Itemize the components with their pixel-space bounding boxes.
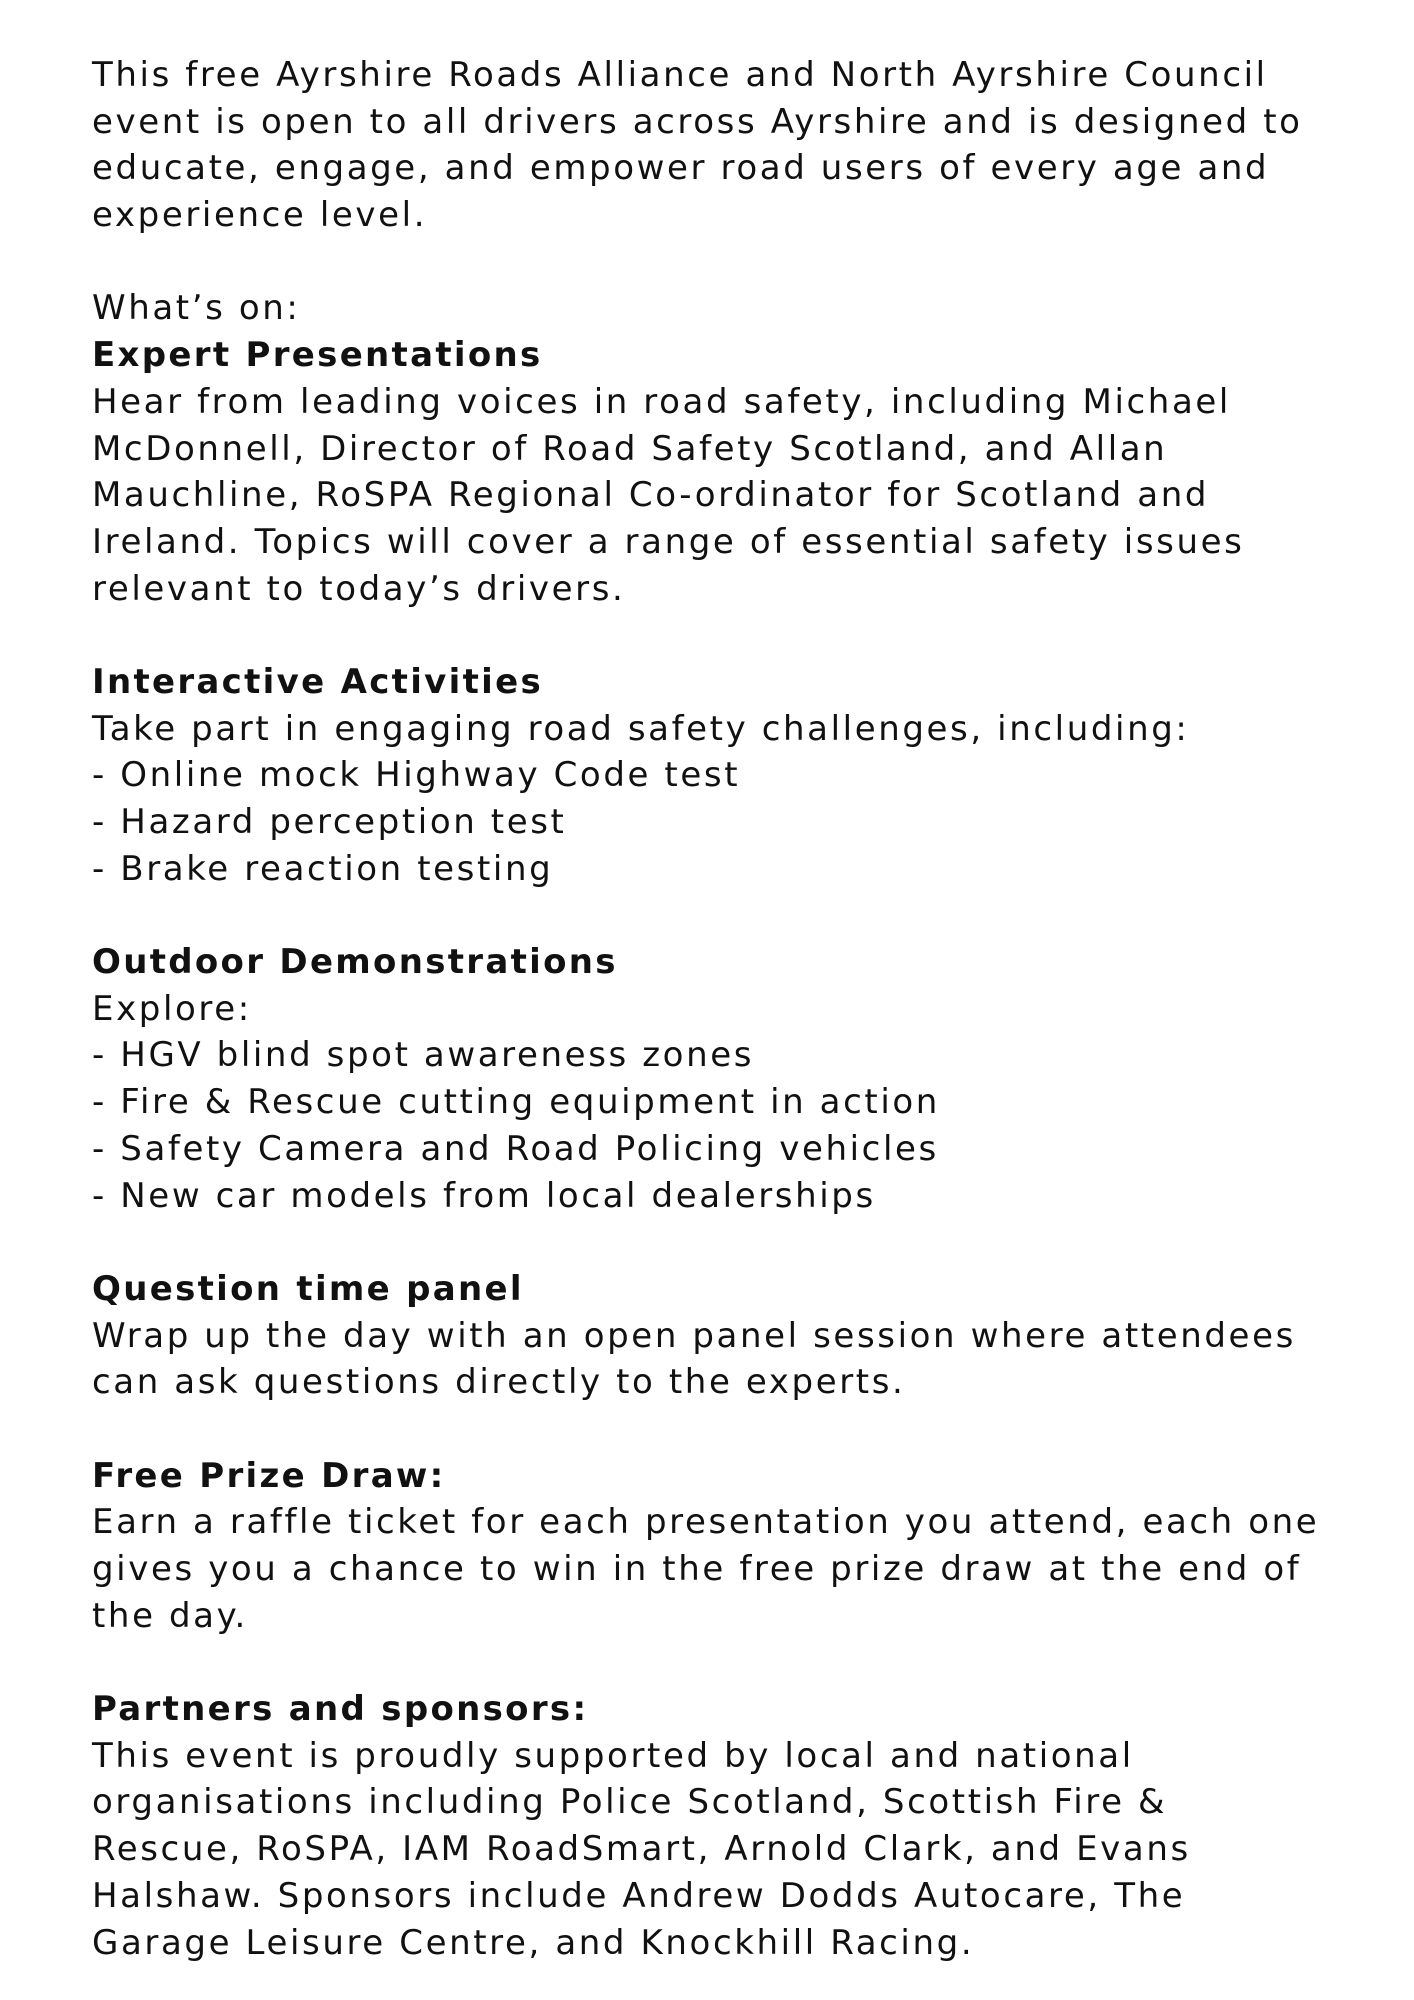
intro-line: educate, engage, and empower road users of every age and: [92, 148, 1270, 189]
section-line: Rescue, RoSPA, IAM RoadSmart, Arnold Clark, and Evans: [92, 1829, 1191, 1870]
section-question-time-panel: [92, 1266, 1354, 1406]
section-line: Hear from leading voices in road safety, including Michael: [92, 381, 1231, 422]
section-free-prize-draw: [92, 1453, 1354, 1640]
section-heading: Question time panel: [92, 1268, 524, 1309]
list-item: - New car models from local dealerships: [92, 1175, 876, 1216]
section-line: Mauchline, RoSPA Regional Co-ordinator for Scotland and: [92, 475, 1210, 516]
section-line: This event is proudly supported by local and national: [92, 1735, 1134, 1776]
spacer: [92, 892, 1354, 939]
intro-line: This free Ayrshire Roads Alliance and North Ayrshire Council: [92, 55, 1268, 95]
section-expert-presentations: [92, 332, 1354, 612]
whats-on-label: What’s on:: [92, 288, 301, 329]
intro-line: experience level.: [92, 195, 428, 236]
spacer: [92, 1639, 1354, 1686]
section-line: Ireland. Topics will cover a range of essential safety issues: [92, 521, 1245, 562]
list-item: - Safety Camera and Road Policing vehicles: [92, 1128, 939, 1169]
section-heading: Interactive Activities: [92, 661, 543, 702]
section-line: gives you a chance to win in the free prize draw at the end of: [92, 1549, 1302, 1589]
section-line: Explore:: [92, 988, 252, 1029]
spacer: [92, 612, 1354, 659]
section-line: the day.: [92, 1595, 248, 1636]
section-heading: Expert Presentations: [92, 335, 543, 376]
section-line: Halshaw. Sponsors include Andrew Dodds Autocare, The: [92, 1875, 1186, 1916]
section-line: Wrap up the day with an open panel session where attendees: [92, 1315, 1296, 1356]
list-item: - Brake reaction testing: [92, 848, 554, 889]
list-item: - Online mock Highway Code test: [92, 755, 741, 796]
list-item: - Fire & Rescue cutting equipment in action: [92, 1082, 940, 1123]
section-outdoor-demonstrations: [92, 939, 1354, 1219]
section-line: organisations including Police Scotland, Scottish Fire &: [92, 1782, 1168, 1823]
section-line: McDonnell, Director of Road Safety Scotland, and Allan: [92, 428, 1168, 469]
section-line: relevant to today’s drivers.: [92, 568, 626, 609]
section-line: Take part in engaging road safety challenges, including:: [92, 708, 1190, 749]
list-item: - HGV blind spot awareness zones: [92, 1035, 755, 1076]
list-item: - Hazard perception test: [92, 802, 567, 842]
spacer: [92, 239, 1354, 286]
intro-line: event is open to all drivers across Ayrshire and is designed to: [92, 101, 1303, 142]
section-line: can ask questions directly to the experts.: [92, 1362, 906, 1403]
section-heading: Free Prize Draw:: [92, 1455, 446, 1496]
section-line: Earn a raffle ticket for each presentation you attend, each one: [92, 1502, 1320, 1543]
intro-paragraph: [92, 52, 1354, 239]
section-heading: Outdoor Demonstrations: [92, 942, 618, 983]
spacer: [92, 1219, 1354, 1266]
section-partners-and-sponsors: [92, 1686, 1354, 1966]
spacer: [92, 1406, 1354, 1453]
section-interactive-activities: [92, 659, 1354, 892]
section-line: Garage Leisure Centre, and Knockhill Racing.: [92, 1922, 975, 1963]
section-heading: Partners and sponsors:: [92, 1689, 589, 1730]
